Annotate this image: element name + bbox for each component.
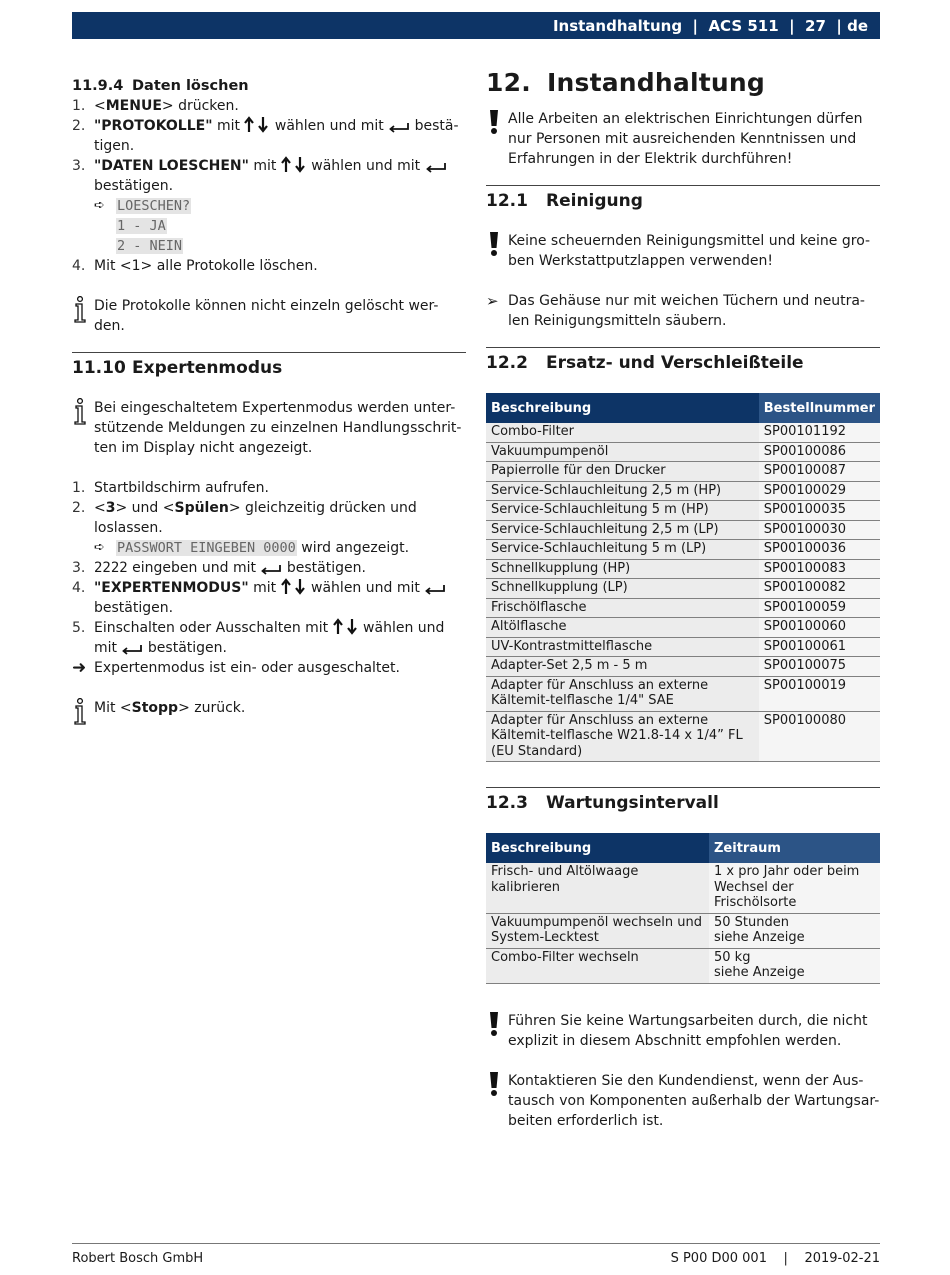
table-cell-description: Adapter für Anschluss an externe Kältemit-telflasche W21.8-14 x 1/4” FL (EU Standard) xyxy=(486,711,759,762)
section-title: Wartungsintervall xyxy=(546,793,719,813)
password-code: 2222 xyxy=(94,560,128,576)
info-note xyxy=(72,398,466,458)
step-text: mit xyxy=(248,158,281,174)
maintenance-interval-table xyxy=(486,833,880,984)
table-row xyxy=(486,579,880,599)
table-cell-description: Adapter für Anschluss an externe Kältemit-telflasche 1/4" SAE xyxy=(486,676,759,711)
step-text: bestätigen. xyxy=(143,640,227,656)
step-number: 3. xyxy=(72,560,86,576)
divider xyxy=(486,787,880,788)
step-number: 1. xyxy=(72,480,86,496)
info-note xyxy=(72,296,466,336)
info-icon xyxy=(73,698,87,725)
step-text: > und < xyxy=(115,500,175,516)
info-icon xyxy=(73,296,87,323)
warning-note xyxy=(486,109,880,169)
column-header: Beschreibung xyxy=(486,833,709,863)
expertenmodus-key: "EXPERTENMODUS" xyxy=(94,580,249,596)
section-12-1-heading xyxy=(486,191,880,211)
table-row xyxy=(486,637,880,657)
step-number: 1. xyxy=(72,98,86,114)
header-language: de xyxy=(847,16,868,35)
step-text: wählen und mit xyxy=(270,118,389,134)
list-item xyxy=(72,256,466,276)
display-result xyxy=(72,236,466,256)
instruction xyxy=(486,291,880,331)
table-row xyxy=(486,657,880,677)
info-icon xyxy=(73,398,87,425)
exclamation-icon xyxy=(487,231,501,257)
section-number: 12.2 xyxy=(486,353,528,373)
section-number: 12.1 xyxy=(486,191,528,211)
list-item xyxy=(72,116,466,156)
table-cell-value: 1 x pro Jahr oder beim Wechsel der Frischölsorte xyxy=(709,863,880,913)
step-text: mit xyxy=(248,580,281,596)
instruction-arrow-icon: ➢ xyxy=(486,292,499,310)
section-12-3-heading xyxy=(486,793,880,813)
chapter-number: 12. xyxy=(486,68,531,97)
section-title: Daten löschen xyxy=(132,78,249,94)
table-cell-value: SP00100029 xyxy=(759,481,880,501)
column-header: Zeitraum xyxy=(709,833,880,863)
section-number: 11.10 xyxy=(72,358,126,378)
table-row xyxy=(486,442,880,462)
footer-doc-number: S P00 D00 001 xyxy=(670,1251,767,1266)
footer-info: S P00 D00 001 | 2019-02-21 xyxy=(670,1251,880,1266)
table-row xyxy=(486,863,880,913)
step-text: wählen und mit xyxy=(306,580,425,596)
result-arrow-icon: ➜ xyxy=(72,658,87,678)
table-row xyxy=(486,711,880,762)
table-row xyxy=(486,948,880,983)
display-result xyxy=(72,196,466,216)
table-header-row xyxy=(486,393,880,423)
chapter-12-heading xyxy=(486,68,880,97)
warning-text: Alle Arbeiten an elektrischen Einrichtungen dürfen nur Personen mit ausreichenden Kenntnissen und Erfahrungen in der Elektrik durchführen! xyxy=(508,111,863,167)
column-header: Beschreibung xyxy=(486,393,759,423)
table-row xyxy=(486,481,880,501)
divider xyxy=(486,347,880,348)
enter-key-icon xyxy=(388,121,410,133)
display-line: 2 - NEIN xyxy=(117,238,183,254)
instruction-text: Das Gehäuse nur mit weichen Tüchern und neutra-len Reinigungsmitteln säubern. xyxy=(508,293,865,329)
final-result xyxy=(72,658,466,678)
table-cell-value: SP00100082 xyxy=(759,579,880,599)
right-column xyxy=(486,68,880,1131)
step-text: wird angezeigt. xyxy=(296,540,410,556)
footer-company: Robert Bosch GmbH xyxy=(72,1251,204,1266)
header-product: ACS 511 xyxy=(708,16,779,35)
list-item xyxy=(72,558,466,578)
table-cell-value: 50 Stunden siehe Anzeige xyxy=(709,913,880,948)
enter-key-icon xyxy=(260,563,282,575)
table-row xyxy=(486,559,880,579)
list-item xyxy=(72,478,466,498)
step-number: 3. xyxy=(72,158,86,174)
step-number: 2. xyxy=(72,118,86,134)
section-number: 12.3 xyxy=(486,793,528,813)
step-text: bestätigen. xyxy=(282,560,366,576)
table-row xyxy=(486,520,880,540)
step-text: bestätigen. xyxy=(94,178,174,194)
table-row xyxy=(486,462,880,482)
step-text: Startbildschirm aufrufen. xyxy=(94,480,269,496)
list-item: 2. <3> und <Spülen> gleichzeitig drücken und loslassen. xyxy=(72,500,417,536)
table-cell-value: SP00100036 xyxy=(759,540,880,560)
enter-key-icon xyxy=(424,583,446,595)
step-number: 5. xyxy=(72,620,86,636)
menue-key: MENUE xyxy=(105,98,162,114)
result-arrow-icon: ➪ xyxy=(94,540,105,555)
footer-date: 2019-02-21 xyxy=(804,1251,880,1266)
note-text: Die Protokolle können nicht einzeln gelöscht wer-den. xyxy=(94,298,439,334)
arrow-up-down-icon xyxy=(333,618,359,635)
stopp-key: Stopp xyxy=(131,700,179,716)
table-cell-description: Altölflasche xyxy=(486,618,759,638)
display-line: LOESCHEN? xyxy=(117,198,191,214)
table-cell-description: Service-Schlauchleitung 2,5 m (HP) xyxy=(486,481,759,501)
list-item xyxy=(72,156,466,196)
step-text: drücken. xyxy=(173,98,239,114)
table-cell-value: SP00100019 xyxy=(759,676,880,711)
table-cell-value: SP00100087 xyxy=(759,462,880,482)
step-text: Mit <1> alle Protokolle löschen. xyxy=(94,258,318,274)
table-cell-description: Adapter-Set 2,5 m - 5 m xyxy=(486,657,759,677)
arrow-up-down-icon xyxy=(281,578,307,595)
step-number: 4. xyxy=(72,580,86,596)
protokolle-key: "PROTOKOLLE" xyxy=(94,118,213,134)
table-cell-value: SP00100083 xyxy=(759,559,880,579)
table-row xyxy=(486,423,880,442)
exclamation-icon xyxy=(487,109,501,135)
note-text: Mit < xyxy=(94,700,132,716)
warning-note xyxy=(486,231,880,271)
step-text: mit xyxy=(212,118,245,134)
warning-text: Kontaktieren Sie den Kundendienst, wenn der Aus-tausch von Komponenten außerhalb der Wartungsar-beiten erforderlich ist. xyxy=(508,1072,880,1129)
note-text: Bei eingeschaltetem Expertenmodus werden unter-stützende Meldungen zu einzelnen Handlungsschrit-ten im Display nicht angezeigt. xyxy=(94,400,462,456)
display-result xyxy=(72,216,466,236)
arrow-up-down-icon xyxy=(281,156,307,173)
enter-key-icon xyxy=(425,161,447,173)
table-cell-description: Frischölflasche xyxy=(486,598,759,618)
table-cell-description: Papierrolle für den Drucker xyxy=(486,462,759,482)
table-cell-description: Service-Schlauchleitung 5 m (HP) xyxy=(486,501,759,521)
step-text: wählen und mit xyxy=(94,620,445,656)
table-cell-description: Combo-Filter xyxy=(486,423,759,442)
spare-parts-table xyxy=(486,393,880,762)
step-text: > gleichzeitig drücken und loslassen. xyxy=(94,500,417,536)
table-cell-value: SP00100075 xyxy=(759,657,880,677)
table-cell-value: SP00100060 xyxy=(759,618,880,638)
header-section: Instandhaltung xyxy=(552,16,683,35)
enter-key-icon xyxy=(121,643,143,655)
warning-text: Führen Sie keine Wartungsarbeiten durch, die nicht explizit in diesem Abschnitt empfohlen werden. xyxy=(508,1012,868,1049)
list-item: 1. <MENUE> drücken. xyxy=(72,98,239,114)
table-cell-description: Service-Schlauchleitung 5 m (LP) xyxy=(486,540,759,560)
note-text: > zurück. xyxy=(178,700,246,716)
exclamation-icon xyxy=(487,1071,501,1097)
header-page-number: 27 xyxy=(805,16,826,35)
section-title: Ersatz- und Verschleißteile xyxy=(546,353,804,373)
table-cell-description: Schnellkupplung (HP) xyxy=(486,559,759,579)
warning-note xyxy=(486,1011,880,1051)
warning-note xyxy=(486,1071,880,1131)
table-cell-description: Vakuumpumpenöl wechseln und System-Lecktest xyxy=(486,913,709,948)
section-number: 11.9.4 xyxy=(72,78,124,94)
table-cell-value: SP00100030 xyxy=(759,520,880,540)
step-text: eingeben und mit xyxy=(127,560,261,576)
section-title: Expertenmodus xyxy=(132,358,283,378)
daten-loeschen-key: "DATEN LOESCHEN" xyxy=(94,158,249,174)
step-number: 4. xyxy=(72,258,86,274)
result-text: Expertenmodus ist ein- oder ausgeschaltet. xyxy=(94,660,400,676)
table-cell-description: Vakuumpumpenöl xyxy=(486,442,759,462)
key-3: 3 xyxy=(105,500,116,516)
table-row xyxy=(486,618,880,638)
left-column xyxy=(72,76,466,718)
table-cell-description: Service-Schlauchleitung 2,5 m (LP) xyxy=(486,520,759,540)
display-line: 1 - JA xyxy=(117,218,166,234)
arrow-up-down-icon xyxy=(244,116,270,133)
exclamation-icon xyxy=(487,1011,501,1037)
display-line: PASSWORT EINGEBEN 0000 xyxy=(117,540,296,556)
spuelen-key: Spülen xyxy=(174,500,229,516)
divider xyxy=(72,352,466,353)
list-item xyxy=(72,618,466,658)
display-result xyxy=(72,538,466,558)
table-header-row xyxy=(486,833,880,863)
step-number: 2. xyxy=(72,500,86,516)
column-header: Bestellnummer xyxy=(759,393,880,423)
table-cell-description: Schnellkupplung (LP) xyxy=(486,579,759,599)
result-arrow-icon: ➪ xyxy=(94,198,105,213)
table-cell-description: UV-Kontrastmittelflasche xyxy=(486,637,759,657)
table-row xyxy=(486,676,880,711)
step-text: bestä-tigen. xyxy=(94,118,459,154)
table-row xyxy=(486,540,880,560)
warning-text: Keine scheuernden Reinigungsmittel und keine gro-ben Werkstattputzlappen verwenden! xyxy=(508,233,871,269)
table-row xyxy=(486,913,880,948)
step-text: bestätigen. xyxy=(94,600,174,616)
table-cell-value: SP00100059 xyxy=(759,598,880,618)
table-cell-value: SP00100080 xyxy=(759,711,880,762)
table-row xyxy=(486,501,880,521)
section-11-10-heading xyxy=(72,358,466,378)
table-cell-value: SP00101192 xyxy=(759,423,880,442)
table-cell-value: 50 kg siehe Anzeige xyxy=(709,948,880,983)
table-row xyxy=(486,598,880,618)
list-item xyxy=(72,578,466,618)
step-text: Einschalten oder Ausschalten mit xyxy=(94,620,333,636)
chapter-title: Instandhaltung xyxy=(547,68,765,97)
section-12-2-heading xyxy=(486,353,880,373)
info-note xyxy=(72,698,466,718)
footer-divider xyxy=(72,1243,880,1244)
table-cell-description: Combo-Filter wechseln xyxy=(486,948,709,983)
page-header: Instandhaltung | ACS 511 | 27 | de xyxy=(72,12,880,39)
section-title: Reinigung xyxy=(546,191,643,211)
section-11-9-4-heading xyxy=(72,76,466,96)
table-cell-value: SP00100061 xyxy=(759,637,880,657)
step-text: wählen und mit xyxy=(306,158,425,174)
table-cell-value: SP00100035 xyxy=(759,501,880,521)
table-cell-value: SP00100086 xyxy=(759,442,880,462)
table-cell-description: Frisch- und Altölwaage kalibrieren xyxy=(486,863,709,913)
divider xyxy=(486,185,880,186)
